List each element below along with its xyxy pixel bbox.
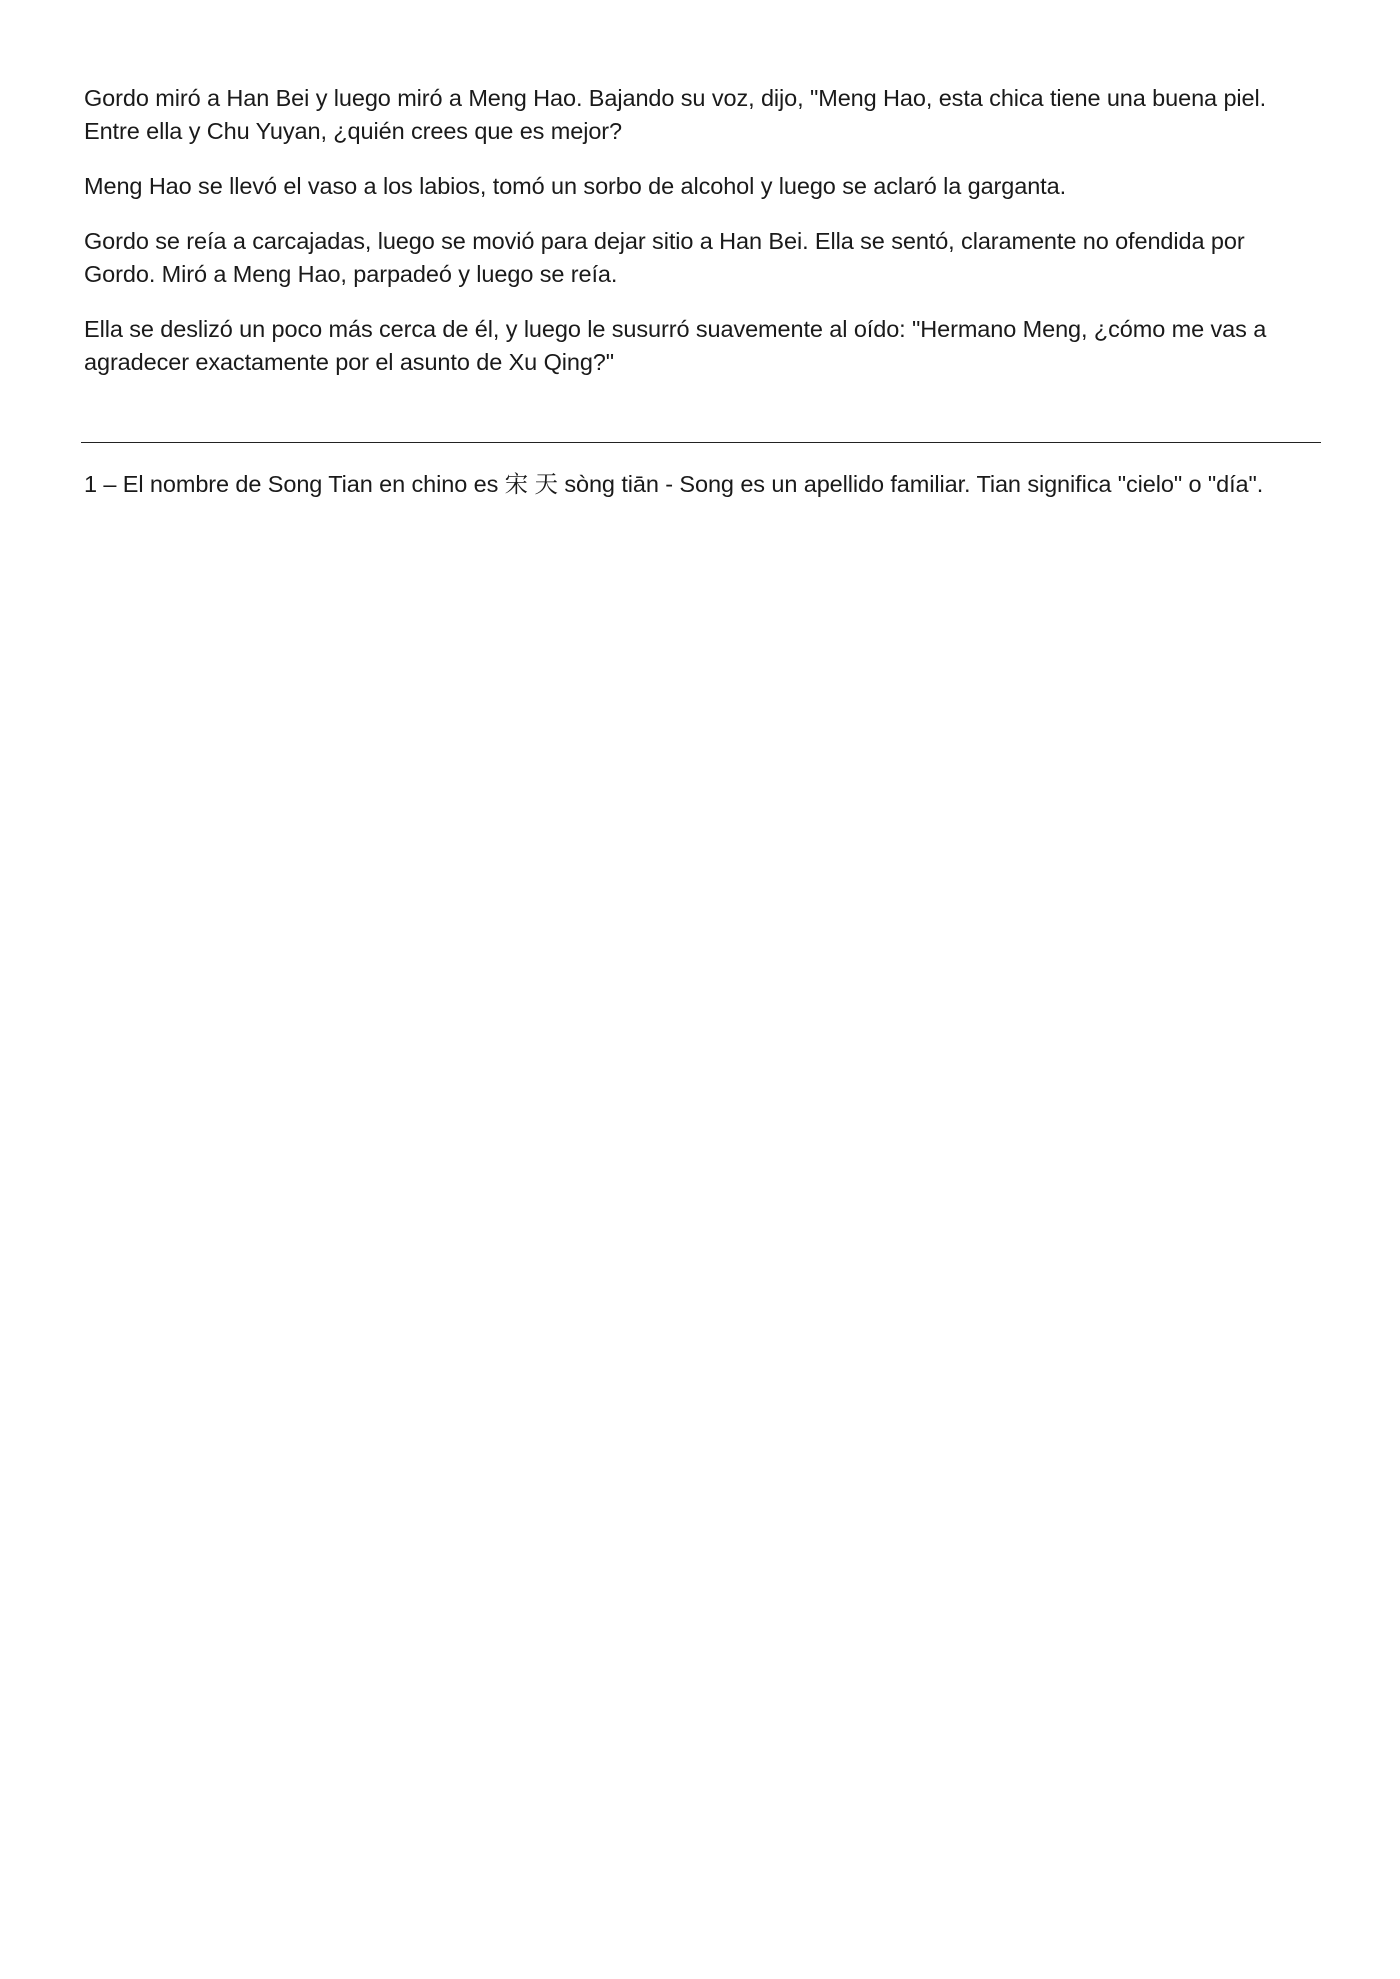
footnotes	[84, 467, 1314, 502]
body-text	[84, 82, 1314, 401]
paragraph: Gordo se reía a carcajadas, luego se movió para dejar sitio a Han Bei. Ella se sentó, claramente no ofendida por Gordo. Miró a Meng Hao, parpadeó y luego se reía.	[84, 228, 1245, 287]
paragraph: Meng Hao se llevó el vaso a los labios, tomó un sorbo de alcohol y luego se aclaró la garganta.	[84, 173, 1067, 199]
paragraph: Ella se deslizó un poco más cerca de él, y luego le susurró suavemente al oído: "Hermano Meng, ¿cómo me vas a agradecer exactamente por el asunto de Xu Qing?"	[84, 316, 1267, 375]
footnote: 1 – El nombre de Song Tian en chino es 宋 天 sòng tiān - Song es un apellido familiar. Tian significa "cielo" o "día".	[84, 471, 1264, 497]
paragraph: Gordo miró a Han Bei y luego miró a Meng Hao. Bajando su voz, dijo, "Meng Hao, esta chica tiene una buena piel. Entre ella y Chu Yuyan, ¿quién crees que es mejor?	[84, 85, 1267, 144]
footnote-divider	[81, 442, 1321, 443]
